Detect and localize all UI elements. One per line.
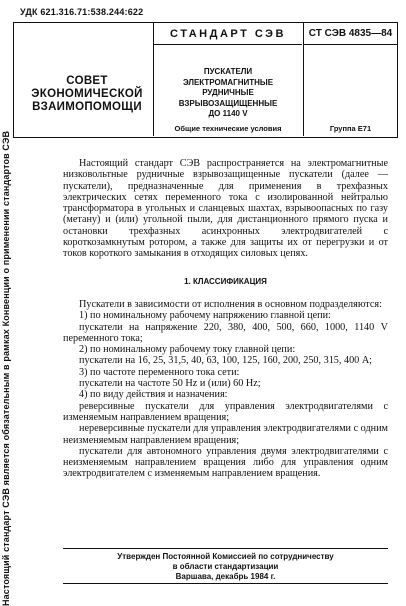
- organization-name: [28, 75, 146, 114]
- paragraph: 2) по номинальному рабочему току главной цепи:: [79, 344, 296, 356]
- title-line: РУДНИЧНЫЕ: [202, 88, 254, 97]
- paragraph: 4) по виду действия и назначения:: [79, 389, 228, 401]
- section-title: 1. КЛАССИФИКАЦИЯ: [184, 276, 267, 286]
- paragraph: реверсивные пускатели для управления электродвигателями с изменяемым направлением вращения;: [63, 400, 388, 423]
- paragraph: пускатели для автономного управления двумя электродвигателями с неизменяемым направлением вращения либо для управления одним электродвигателем с изменяемым направлением вращения.: [63, 445, 388, 480]
- org-line: ЭКОНОМИЧЕСКОЙ: [31, 88, 143, 100]
- footer-line: Варшава, декабрь 1984 г.: [175, 572, 276, 581]
- footer-line: Утвержден Постоянной Комиссией по сотрудничеству: [117, 552, 334, 561]
- title-line: ПУСКАТЕЛИ: [203, 67, 253, 76]
- approval-footer: [63, 548, 388, 584]
- footer-line: в области стандартизации: [172, 562, 279, 571]
- org-line: СОВЕТ: [66, 75, 108, 87]
- standard-number: СТ СЭВ 4835—84: [304, 23, 397, 45]
- group-code: Группа Е71: [329, 124, 372, 133]
- paragraph: 1) по номинальному рабочему напряжению главной цепи:: [79, 310, 331, 322]
- standard-subtitle: Общие технические условия: [174, 124, 282, 133]
- paragraph: Пускатели в зависимости от исполнения в основном подразделяются:: [79, 298, 382, 310]
- org-line: ВЗАИМОПОМОЩИ: [32, 101, 142, 113]
- paragraph: пускатели на частоте 50 Hz и (или) 60 Hz;: [79, 378, 261, 390]
- paragraph: нереверсивные пускатели для управления электродвигателями с одним неизменяемым направлением вращения;: [63, 423, 388, 446]
- paragraph: пускатели на 16, 25, 31,5, 40, 63, 100, 125, 160, 200, 250, 315, 400 A;: [79, 355, 373, 367]
- title-line: ВЗРЫВОЗАЩИЩЕННЫЕ: [178, 98, 278, 108]
- header-table: [13, 22, 398, 138]
- body-text: [63, 158, 388, 480]
- udk-code: УДК 621.316.71:538.244:622: [20, 7, 144, 17]
- standard-banner: СТАНДАРТ СЭВ: [154, 23, 302, 45]
- paragraph: 3) по частоте переменного тока сети:: [79, 366, 240, 378]
- number-cell: [304, 23, 397, 136]
- title-cell: [154, 23, 304, 136]
- standard-title: [156, 67, 300, 120]
- intro-paragraph: Настоящий стандарт СЭВ распространяется на электромагнитные низковольтные рудничные взрывозащищенные пускатели (далее — пускатели), предназначенные для применения в трехфазных электрических сетях переменного тока с изолированной нейтралью трансформатора в угольных и сланцевых шахтах, взрывоопасных по газу (метану) и (или) угольной пыли, для дистанционного прямого пуска и остановки трехфазных асинхронных электродвигателей с короткозамкнутым ротором, а также для защиты их от перегрузки и от токов короткого замыкания в отходящих силовых цепях.: [63, 158, 388, 260]
- org-cell: [14, 23, 154, 136]
- title-line: ЭЛЕКТРОМАГНИТНЫЕ: [182, 77, 274, 87]
- title-line: ДО 1140 V: [208, 109, 248, 118]
- side-note: Настоящий стандарт СЭВ является обязательным в рамках Конвенции о применении стандартов СЭВ: [1, 130, 11, 606]
- approval-text: [63, 552, 388, 582]
- paragraph: пускатели на напряжение 220, 380, 400, 500, 660, 1000, 1140 V переменного тока;: [63, 321, 388, 344]
